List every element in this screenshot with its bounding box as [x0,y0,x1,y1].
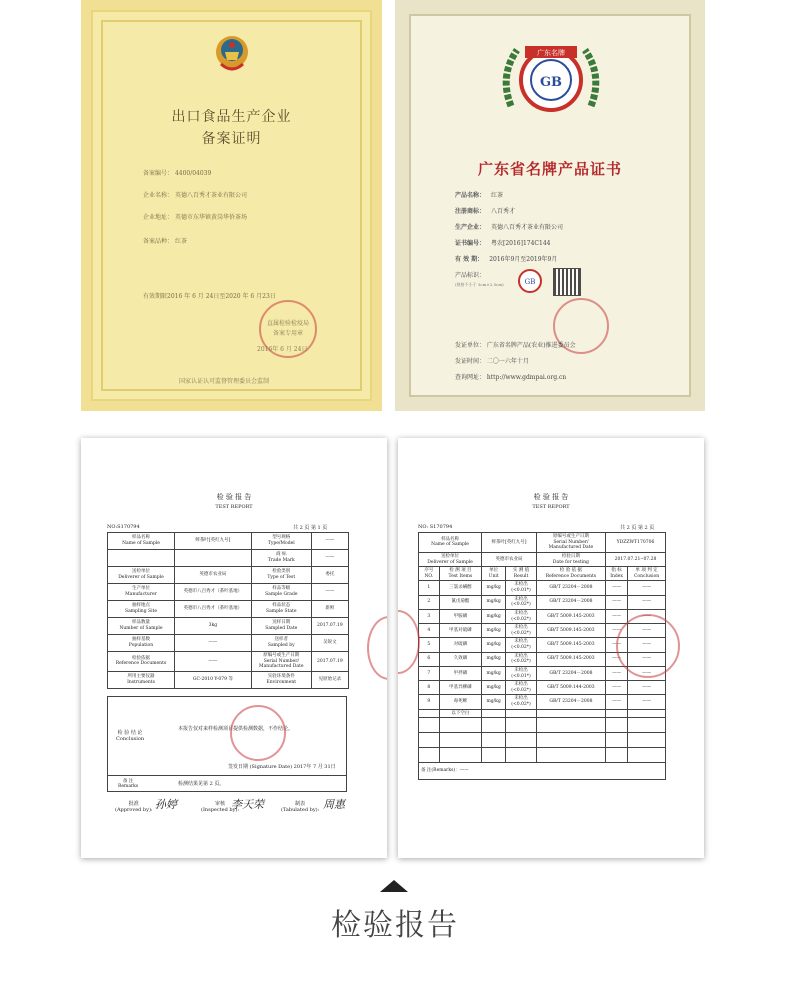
logo-label: 产品标识： [455,272,486,279]
page-seal-edge [367,616,387,680]
field-value-cell: YDZZWT170706 [605,533,665,553]
field-value-cell: 2017.07.19 [311,618,348,635]
certificate-footer: 国家认证认可监督管理委员会监制 [179,378,270,385]
table-row [108,652,349,672]
column-header: 指 标 Index [605,567,627,581]
field-row: 生产企业： 英德八百秀才茶业有限公司 [455,224,564,231]
field-value-cell [175,550,252,567]
website: 查询网址： http://www.gdmpai.org.cn [455,374,567,381]
certificate-title: 广东省名牌产品证书 [477,160,622,178]
field-label-cell: 检验类别 Type of Test [251,567,311,584]
table-cell: GB/T 23204－2008 [536,581,605,595]
field-label-cell: 抽样地点 Sampling Site [108,601,175,618]
field-label-cell: 商 标 Trade Mark [251,550,311,567]
emblem-ring-text: 广东名牌 [537,49,565,57]
field-value-cell: 2017.07.19 [311,652,348,672]
table-cell: 甲胺磷 [439,609,481,623]
field-label-cell: 送检单位 Deliverer of Sample [419,552,482,566]
table-cell: 未检出 (<0.02*) [506,652,537,666]
table-cell: —— [628,652,666,666]
table-cell: 8 [419,681,440,695]
table-row [108,550,349,567]
table-cell: —— [628,638,666,652]
signature-date: 签发日期 (Signature Date) 2017年 7 月 31日 [228,764,336,770]
field-value-cell: 委托 [311,567,348,584]
table-cell: —— [605,609,627,623]
remarks-text: 备 注(Remarks)：—— [419,763,666,780]
field-label-cell: 检验依据 Reference Documents [108,652,175,672]
test-seal [616,614,680,678]
table-cell: —— [605,638,627,652]
table-cell: —— [605,624,627,638]
field-label-cell: 样品等级 Sample Grade [251,584,311,601]
field-value-cell: —— [311,584,348,601]
table-row [419,709,666,718]
table-cell [628,748,666,763]
table-cell: 未检出 (<0.02*) [506,595,537,609]
column-header: 单 项 判 定 Conclusion [628,567,666,581]
table-row [419,733,666,748]
table-cell: 4 [419,624,440,638]
table-cell [419,748,440,763]
column-header: 检 测 项 目 Test Items [439,567,481,581]
report-number: NO: S170794 [418,524,453,530]
table-cell: 6 [419,652,440,666]
report-subtitle: TEST REPORT [215,504,253,510]
conclusion-box [107,696,347,776]
table-cell: GB/T 23204－2008 [536,666,605,680]
page-seal-edge [398,610,420,674]
remarks-row [107,776,347,792]
table-cell: mg/kg [482,581,506,595]
field-value-cell: —— [311,550,348,567]
table-cell: 甲基异柳磷 [439,681,481,695]
table-cell [482,709,506,718]
field-row: 证书编号： 粤农[2016]174C144 [455,240,551,247]
table-cell [439,718,481,733]
table-cell: —— [605,581,627,595]
issuer: 直属检验检疫局 [267,320,310,327]
field-label-cell: 原编号或生产日期 Serial Number/ Manufactured Date [251,652,311,672]
field-value-cell: 鲜茶叶[英红九号] [482,533,537,553]
table-cell: —— [605,595,627,609]
table-row [419,695,666,709]
table-cell: 1 [419,581,440,595]
certificate-title: 出口食品生产企业 [171,109,292,125]
table-cell: mg/kg [482,624,506,638]
field-label-cell: 样品状态 Sample State [251,601,311,618]
table-cell: 5 [419,638,440,652]
field-value-cell: 英德市八百秀才（茶叶基地） [175,601,252,618]
field-row: 备案编号： 4400/04039 [143,170,212,177]
field-row: 注册商标： 八百秀才 [455,208,516,215]
remarks-label: 备 注 Remarks [118,779,139,789]
table-cell: 未检出 (<0.02*) [506,638,537,652]
approver-signature: 孙婷 [155,798,177,811]
table-cell: mg/kg [482,695,506,709]
table-row [419,748,666,763]
guangdong-brand-certificate [395,0,705,411]
field-value-cell: 吴锐文 [311,635,348,652]
inspected-label: 审核 (Inspected by): [201,801,240,813]
column-header: 实 测 值 Result [506,567,537,581]
table-cell [605,733,627,748]
table-cell: 甲基对硫磷 [439,624,481,638]
field-label-cell: 实验环境条件 Environment [251,671,311,688]
field-label-cell: 抽样基数 Population [108,635,175,652]
table-cell: 毒死蜱 [439,695,481,709]
table-cell: —— [605,666,627,680]
product-logo-icon [513,268,547,294]
table-cell [605,718,627,733]
field-value-cell: 2017.07.21--07.28 [605,552,665,566]
column-header: 序号 NO. [419,567,440,581]
logo-note: (规格不小于 3cm×2.5cm) [455,282,504,287]
table-cell [506,748,537,763]
section-caption: 检验报告 [331,908,459,943]
field-row: 备案品种： 红茶 [143,238,187,245]
table-cell: 未检出 (<0.02*) [506,681,537,695]
table-cell [439,748,481,763]
certificate-subtitle: 备案证明 [201,131,262,147]
table-cell [506,733,537,748]
field-value-cell: 英德市农业局 [482,552,537,566]
table-cell: —— [605,681,627,695]
table-cell: 7 [419,666,440,680]
table-cell: —— [628,681,666,695]
table-row [108,601,349,618]
field-label-cell: 原编号或生产日期 Serial Number/ Manufactured Date [536,533,605,553]
report-number: NO:S170794 [107,524,140,530]
table-cell: 未检出 (<0.02*) [506,695,537,709]
export-filing-certificate [81,0,382,411]
qr-code-icon [553,268,581,296]
table-row [108,618,349,635]
column-header: 检 验 依 据 Reference Documents [536,567,605,581]
field-label-cell: 型号规格 Type/Model [251,533,311,550]
table-cell [482,718,506,733]
field-label-cell [108,550,175,567]
table-row [419,581,666,595]
field-label-cell: 样品名称 Name of Sample [419,533,482,553]
table-cell: —— [628,624,666,638]
report-title: 检 验 报 告 [216,493,252,501]
page-indicator: 共 2 页 第 1 页 [293,525,328,531]
table-cell: 未检出 (<0.02*) [506,624,537,638]
field-row: 有 效 期： 2016年9月至2019年9月 [455,256,558,263]
conclusion-text: 本报告仅对来样检测项目提供检测数据，不作结论。 [178,726,294,732]
field-label-cell: 生产单位 Manufacturer [108,584,175,601]
table-cell: GB/T 5009.145-2003 [536,624,605,638]
table-cell: —— [628,609,666,623]
table-cell [628,709,666,718]
table-cell: GB/T 23204－2008 [536,695,605,709]
field-label-cell: 样品数量 Number of Sample [108,618,175,635]
table-cell [419,718,440,733]
table-cell [419,733,440,748]
test-seal [230,705,286,761]
table-row [419,552,666,566]
table-cell [482,733,506,748]
table-cell: 未检出 (<0.01*) [506,581,537,595]
field-value-cell: —— [175,635,252,652]
table-row [108,584,349,601]
table-row [108,635,349,652]
table-cell [536,718,605,733]
table-row [419,681,666,695]
national-emblem-icon [213,30,251,76]
field-value-cell: 鲜茶叶[英红九号] [175,533,252,550]
field-value-cell: —— [311,533,348,550]
table-cell [506,718,537,733]
table-row [108,533,349,550]
field-row: 企业名称： 英德八百秀才茶业有限公司 [143,192,247,199]
field-label-cell: 送检单位 Deliverer of Sample [108,567,175,584]
field-label-cell: 送样日期 Sampled Date [251,618,311,635]
field-value-cell: 见原始记录 [311,671,348,688]
table-cell: 甲拌磷 [439,666,481,680]
table-row [108,567,349,584]
blank-marker: 以下空白 [439,709,481,718]
table-cell [628,733,666,748]
table-cell [605,748,627,763]
field-value-cell: GC-2010 Y-079 等 [175,671,252,688]
table-row [108,671,349,688]
field-value-cell: 新鲜 [311,601,348,618]
test-report-page-1 [81,438,387,858]
table-cell: —— [605,695,627,709]
report-title: 检 验 报 告 [533,493,569,501]
approved-label: 批准 (Approved by): [115,801,153,813]
conclusion-label: 检 验 结 论 Conclusion [116,730,145,742]
remarks-text: 检测结果见第 2 页。 [178,781,225,787]
table-cell: 2 [419,595,440,609]
field-label-cell: 检验日期 Date for testing [536,552,605,566]
table-cell: —— [628,666,666,680]
table-cell [628,718,666,733]
issue-time: 发证时间： 二〇一六年十月 [455,358,529,365]
svg-text:GB: GB [524,278,536,286]
field-row: 产品名称： 红茶 [455,192,504,199]
pointer-triangle-icon [380,880,408,892]
table-cell: mg/kg [482,666,506,680]
emblem-text: GB [539,75,563,90]
table-cell: 久效磷 [439,652,481,666]
table-cell: 3 [419,609,440,623]
table-cell [536,709,605,718]
column-header: 单位 Unit [482,567,506,581]
table-cell: GB/T 23204－2008 [536,595,605,609]
table-cell: 未检出 (<0.01*) [506,666,537,680]
issue-date: 2016年 6 月 24日 [257,346,308,353]
table-cell: GB/T 5009.145-2003 [536,609,605,623]
table-cell [536,733,605,748]
table-cell: GB/T 5009.145-2003 [536,638,605,652]
report-subtitle: TEST REPORT [532,504,570,510]
table-cell [605,709,627,718]
table-row [419,533,666,553]
field-label-cell: 样品名称 Name of Sample [108,533,175,550]
tabulated-label: 制表 (Tabulated by): [281,801,320,813]
sample-info-table [107,532,349,689]
table-cell: —— [628,695,666,709]
table-cell: mg/kg [482,652,506,666]
field-value-cell: —— [175,652,252,672]
table-cell: 氰戊菊酯 [439,595,481,609]
table-cell: mg/kg [482,609,506,623]
tabulator-signature: 周惠 [323,798,345,811]
table-cell [419,709,440,718]
issuer: 发证单位： 广东省名牌产品(农业)推进委员会 [455,342,576,349]
table-cell: mg/kg [482,681,506,695]
test-report-page-2 [398,438,704,858]
table-cell [506,709,537,718]
remarks-row [419,763,666,780]
table-cell [439,733,481,748]
table-cell [536,748,605,763]
table-cell: 三氯杀螨醇 [439,581,481,595]
table-cell: —— [628,581,666,595]
table-cell: —— [605,652,627,666]
page-indicator: 共 2 页 第 2 页 [620,525,655,531]
table-cell: 对硫磷 [439,638,481,652]
table-row [419,718,666,733]
issuer-seal-label: 备案专用章 [273,330,304,337]
table-cell: 未检出 (<0.02*) [506,609,537,623]
table-cell: 9 [419,695,440,709]
field-label-cell: 所用主要仪器 Instruments [108,671,175,688]
field-value-cell: 英德市八百秀才（茶叶基地） [175,584,252,601]
inspector-signature: 李天荣 [231,798,264,811]
table-header-row [419,567,666,581]
field-value-cell: 3kg [175,618,252,635]
table-cell: GB/T 5009.144-2003 [536,681,605,695]
table-cell: mg/kg [482,638,506,652]
table-cell [482,748,506,763]
brand-emblem-icon [491,36,611,128]
field-label-cell: 送样者 Sampled by [251,635,311,652]
validity-period: 有效期限2016 年 6 月 24日至2020 年 6 月23日 [143,293,276,300]
table-row [419,595,666,609]
field-row: 企业地址： 英德市东华镇黄岗华侨茶场 [143,214,247,221]
table-cell: mg/kg [482,595,506,609]
table-cell: —— [628,595,666,609]
table-cell: GB/T 5009.145-2003 [536,652,605,666]
field-value-cell: 英德市农业局 [175,567,252,584]
